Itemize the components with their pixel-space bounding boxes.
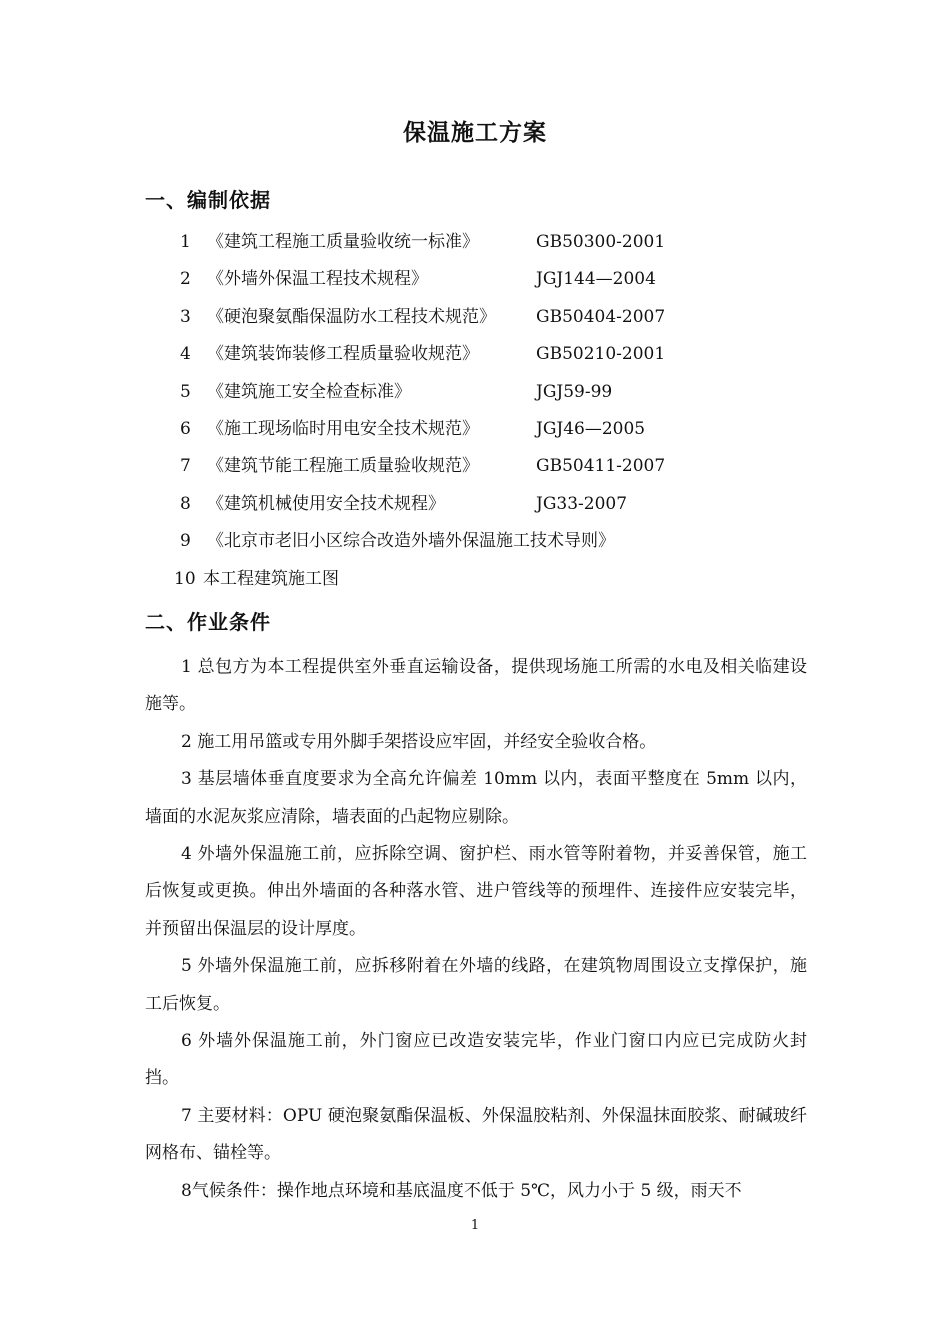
reference-number: 3 bbox=[180, 306, 191, 327]
reference-code: JGJ59-99 bbox=[536, 381, 613, 402]
list-item bbox=[145, 378, 815, 415]
reference-code: GB50300-2001 bbox=[536, 232, 666, 252]
list-item bbox=[145, 565, 815, 602]
reference-name: 《硬泡聚氨酯保温防水工程技术规范》 bbox=[207, 306, 496, 327]
reference-number: 2 bbox=[180, 269, 191, 290]
reference-name: 《建筑机械使用安全技术规程》 bbox=[207, 493, 445, 514]
reference-name: 本工程建筑施工图 bbox=[203, 568, 339, 589]
list-item bbox=[145, 265, 815, 302]
reference-name: 《外墙外保温工程技术规程》 bbox=[207, 269, 428, 290]
list-item bbox=[145, 452, 815, 489]
reference-name: 《建筑施工安全检查标准》 bbox=[207, 381, 411, 402]
reference-number: 6 bbox=[180, 418, 191, 439]
list-item bbox=[145, 415, 815, 452]
reference-number: 7 bbox=[180, 456, 191, 477]
paragraph: 4 外墙外保温施工前，应拆除空调、窗护栏、雨水管等附着物，并妥善保管，施工后恢复或更换。伸出外墙面的各种落水管、进户管线等的预埋件、连接件应安装完毕，并预留出保温层的设计厚度。 bbox=[145, 844, 807, 939]
paragraph: 7 主要材料：OPU 硬泡聚氨酯保温板、外保温胶粘剂、外保温抹面胶浆、耐碱玻纤网格布、锚栓等。 bbox=[145, 1105, 807, 1164]
list-item bbox=[145, 228, 815, 265]
reference-list bbox=[145, 228, 815, 602]
reference-name: 《施工现场临时用电安全技术规范》 bbox=[207, 418, 479, 439]
document-title: 保温施工方案 bbox=[403, 120, 547, 146]
reference-code: JG33-2007 bbox=[536, 493, 628, 514]
section-heading-basis: 一、编制依据 bbox=[145, 188, 271, 212]
reference-name: 《北京市老旧小区综合改造外墙外保温施工技术导则》 bbox=[207, 531, 615, 552]
reference-code: JGJ144—2004 bbox=[536, 269, 656, 290]
list-item bbox=[145, 303, 815, 340]
reference-number: 4 bbox=[180, 344, 191, 365]
reference-number: 1 bbox=[180, 232, 191, 252]
reference-number: 5 bbox=[180, 381, 191, 402]
reference-code: GB50210-2001 bbox=[536, 344, 666, 365]
list-item bbox=[145, 490, 815, 527]
page-number: 1 bbox=[470, 1218, 480, 1233]
list-item bbox=[145, 340, 815, 377]
reference-number: 9 bbox=[180, 531, 191, 552]
reference-name: 《建筑工程施工质量验收统一标准》 bbox=[207, 232, 479, 252]
reference-code: JGJ46—2005 bbox=[536, 418, 646, 439]
paragraph: 8气候条件：操作地点环境和基底温度不低于 5℃，风力小于 5 级，雨天不 bbox=[181, 1180, 742, 1201]
section-heading-conditions: 二、作业条件 bbox=[145, 610, 271, 634]
paragraph: 2 施工用吊篮或专用外脚手架搭设应牢固，并经安全验收合格。 bbox=[181, 731, 657, 752]
reference-number: 10 bbox=[174, 568, 196, 589]
paragraph: 1 总包方为本工程提供室外垂直运输设备，提供现场施工所需的水电及相关临建设施等。 bbox=[145, 657, 807, 715]
paragraph: 6 外墙外保温施工前，外门窗应已改造安装完毕，作业门窗口内应已完成防火封挡。 bbox=[145, 1031, 807, 1089]
conditions-body bbox=[145, 649, 807, 1210]
reference-name: 《建筑节能工程施工质量验收规范》 bbox=[207, 456, 479, 477]
reference-code: GB50404-2007 bbox=[536, 306, 666, 327]
reference-number: 8 bbox=[180, 493, 191, 514]
paragraph: 3 基层墙体垂直度要求为全高允许偏差 10mm 以内，表面平整度在 5mm 以内，墙面的水泥灰浆应清除，墙表面的凸起物应剔除。 bbox=[145, 769, 807, 827]
list-item bbox=[145, 527, 815, 564]
reference-name: 《建筑装饰装修工程质量验收规范》 bbox=[207, 344, 479, 365]
reference-code: GB50411-2007 bbox=[536, 456, 666, 477]
paragraph: 5 外墙外保温施工前，应拆移附着在外墙的线路，在建筑物周围设立支撑保护，施工后恢复。 bbox=[145, 956, 807, 1014]
